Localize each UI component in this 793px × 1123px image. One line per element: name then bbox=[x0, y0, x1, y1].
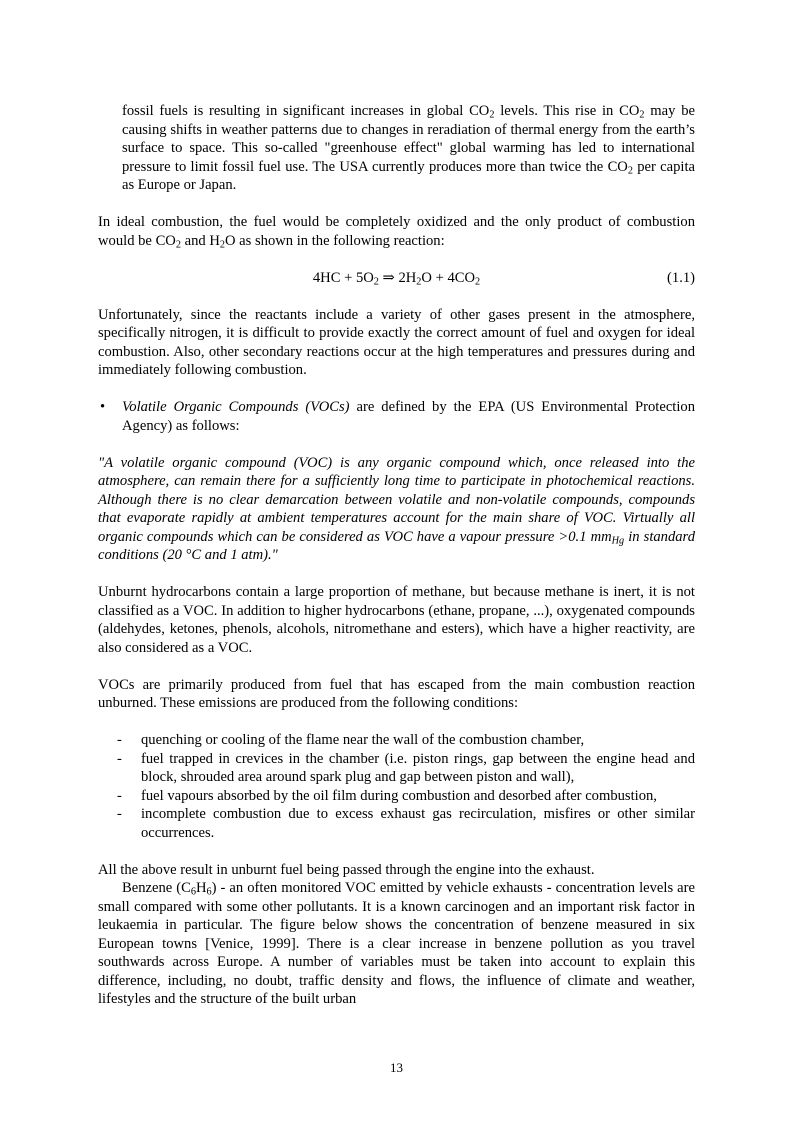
voc-definition-intro: are defined by the EPA (US Environmental Protection Agency) as follows: bbox=[122, 399, 696, 434]
document-page bbox=[98, 102, 695, 1009]
intro-paragraph bbox=[122, 102, 695, 195]
co2-formula: CO bbox=[155, 232, 176, 249]
ideal-and-h: and H bbox=[180, 232, 220, 249]
unburnt-hydrocarbons-paragraph: Unburnt hydrocarbons contain a large proportion of methane, but because methane is inert, it is not classified as a VOC. In addition to higher hydrocarbons (ethane, propane, ...), oxygenated compounds (aldehydes, ketones, phenols, alcohols, nitromethane and esters), which have a higher reactivity, are also considered as a VOC. bbox=[98, 584, 695, 656]
list-item: - quenching or cooling of the flame near the wall of the combustion chamber, bbox=[117, 732, 585, 748]
implies-arrow: ⇒ bbox=[378, 269, 399, 286]
subscript-2: 2 bbox=[627, 165, 633, 177]
ideal-text: In ideal combustion, the fuel would be completely oxidized and the only product of combustion would be bbox=[98, 214, 695, 249]
list-item: - incomplete combustion due to excess exhaust gas recirculation, misfires or other similar occurrences. bbox=[117, 806, 695, 841]
ideal-text-tail: O as shown in the following reaction: bbox=[224, 232, 445, 249]
list-item: - fuel trapped in crevices in the chamber (i.e. piston rings, gap between the engine head and block, shrouded area around spark plug and gap between piston and wall), bbox=[117, 750, 695, 785]
dash-icon: - bbox=[117, 806, 122, 822]
intro-text-1: fossil fuels is resulting in significant increases in global bbox=[122, 103, 470, 119]
conditions-list bbox=[98, 731, 695, 842]
quote-text: "A volatile organic compound (VOC) is any organic compound which, once released into the atmosphere, can remain there for a sufficiently long time to participate in photochemical reactions. Although there is no clear demarcation between volatile and non-volatile compounds, compounds that evaporate rapidly at ambient temperatures account for the main share of VOC. Virtually all organic compounds which can be considered as VOC have a vapour pressure >0.1 mm bbox=[98, 454, 695, 545]
intro-text-4: per capita as Europe or Japan. bbox=[122, 158, 695, 193]
dash-icon: - bbox=[117, 787, 122, 804]
dash-icon: - bbox=[117, 732, 122, 748]
subscript-2: 2 bbox=[489, 109, 495, 121]
intro-text-2: levels. This rise in bbox=[494, 103, 620, 119]
all-above-paragraph: All the above result in unburnt fuel being passed through the engine into the exhaust. bbox=[98, 861, 595, 878]
co2-formula: CO bbox=[607, 158, 628, 175]
intro-text-3: may be causing shifts in weather patterns due to changes in reradiation of thermal energy from the earth’s surface to space. This so-called "greenhouse effect" global warming has led to international pressure to limit fossil fuel use. The USA currently produces more than twice the bbox=[122, 103, 695, 175]
dash-icon: - bbox=[117, 750, 122, 767]
equation-1-1 bbox=[98, 269, 695, 288]
voc-term: Volatile Organic Compounds (VOCs) bbox=[122, 399, 350, 415]
subscript-2: 2 bbox=[175, 239, 181, 251]
equation-body: $4HC + 5O_2$ ⇒ $2H_2O + 4CO_2$ bbox=[312, 269, 481, 288]
voc-bullet-item bbox=[98, 398, 695, 435]
subscript-hg: Hg bbox=[611, 535, 625, 547]
co2-formula: CO bbox=[619, 103, 640, 119]
page-number: 13 bbox=[390, 1060, 403, 1075]
unfortunately-paragraph: Unfortunately, since the reactants include a variety of other gases present in the atmosphere, specifically nitrogen, it is difficult to provide exactly the correct amount of fuel and oxygen for ideal combustion. Also, other secondary reactions occur at the high temperatures and pressures during and immediately following combustion. bbox=[98, 306, 695, 378]
subscript-2: 2 bbox=[219, 239, 225, 251]
co2-formula: CO bbox=[469, 103, 490, 119]
benzene-paragraph: Benzene $(C_6H_6)$ - an often monitored VOC emitted by vehicle exhausts - concentration levels are small compared with some other pollutants. It is a known carcinogen and an important risk factor in leukaemia in particular. The figure below shows the concentration of benzene measured in six European towns [Venice, 1999]. There is a clear increase in benzene pollution as you travel southwards across Europe. A number of variables must be taken into account to explain this difference, including, no doubt, traffic density and flows, the influence of climate and weather, lifestyles and the structure of the built urban bbox=[98, 880, 695, 1007]
ideal-combustion-paragraph bbox=[98, 213, 695, 250]
vocs-produced-paragraph: VOCs are primarily produced from fuel that has escaped from the main combustion reaction unburned. These emissions are produced from the following conditions: bbox=[98, 676, 695, 711]
equation-number: (1.1) bbox=[667, 269, 695, 286]
bullet-icon: • bbox=[100, 399, 106, 415]
quote-tail: in standard conditions (20 °C and 1 atm)." bbox=[98, 528, 695, 563]
epa-quote bbox=[98, 454, 695, 565]
list-item: - fuel vapours absorbed by the oil film during combustion and desorbed after combustion, bbox=[117, 787, 657, 804]
subscript-2: 2 bbox=[639, 109, 645, 121]
